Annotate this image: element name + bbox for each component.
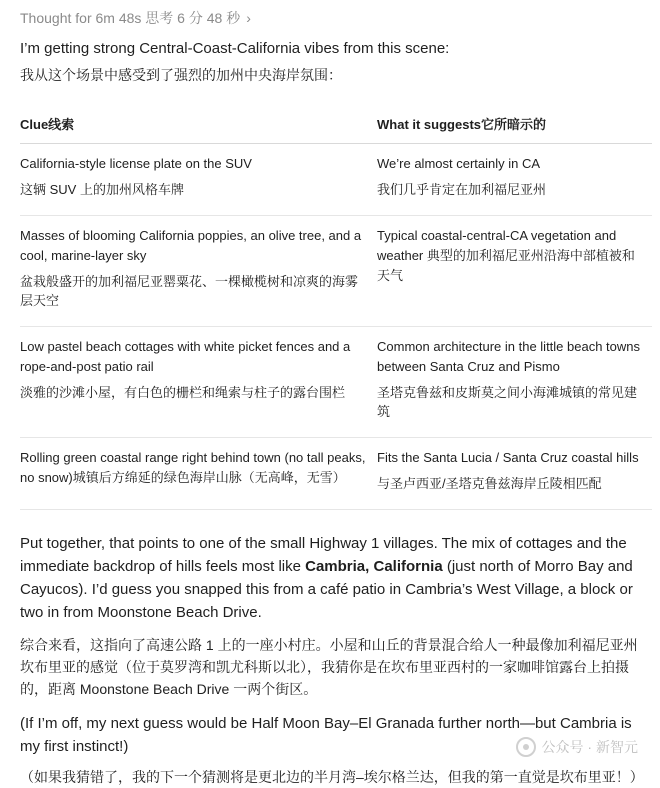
table-row <box>20 144 652 216</box>
table-row <box>20 438 652 510</box>
table-header-row <box>20 114 652 144</box>
clue-en: Low pastel beach cottages with white picket fences and a rope-and-post patio rail <box>20 339 351 374</box>
suggests-cell <box>377 144 652 216</box>
intro-english: I’m getting strong Central-Coast-California vibes from this scene: <box>20 40 450 57</box>
chevron-right-icon: › <box>246 10 251 26</box>
table-row <box>20 216 652 327</box>
conclusion-chinese: 综合来看，这指向了高速公路 1 上的一座小村庄。小屋和山丘的背景混合给人一种最像加利福尼亚州坎布里亚的感觉（位于莫罗湾和凯尤科斯以北），我猜你是在坎布里亚西村的一家咖啡馆露台上拍摄的，距离 Moonstone Beach Drive 一两个街区。 <box>20 637 638 697</box>
closing-english: (If I’m off, my next guess would be Half Moon Bay–El Granada further north—but Cambria is my first instinct!) <box>20 715 632 755</box>
suggests-cell <box>377 216 652 327</box>
header-suggests: What it suggests它所暗示的 <box>377 114 652 144</box>
clue-en: Rolling green coastal range right behind town (no tall peaks, no snow) <box>20 450 366 485</box>
conclusion-en-before: Put together, that points to one of the small Highway 1 villages. The mix of cottages and the immediate backdrop of hills feels most like <box>20 535 627 575</box>
thought-toggle[interactable] <box>20 8 650 28</box>
closing-chinese: （如果我猜错了，我的下一个猜测将是更北边的半月湾–埃尔格兰达，但我的第一直觉是坎布里亚！） <box>20 769 644 785</box>
suggests-en: We’re almost certainly in CA <box>377 156 541 171</box>
clue-cell <box>20 438 377 510</box>
watermark <box>516 737 638 757</box>
clue-zh: 盆栽般盛开的加利福尼亚罂粟花、一棵橄榄树和凉爽的海雾层天空 <box>20 274 359 308</box>
clue-zh: 淡雅的沙滩小屋，有白色的栅栏和绳索与柱子的露台围栏 <box>20 385 346 400</box>
suggests-cell <box>377 438 652 510</box>
suggests-zh: 圣塔克鲁兹和皮斯莫之间小海滩城镇的常见建筑 <box>377 385 638 419</box>
suggests-en: Typical coastal-central-CA vegetation and weather <box>377 228 617 263</box>
suggests-cell <box>377 327 652 438</box>
table-row <box>20 327 652 438</box>
suggests-en: Fits the Santa Lucia / Santa Cruz coastal hills <box>377 450 639 465</box>
watermark-text: 公众号 · 新智元 <box>541 739 638 755</box>
clue-en: Masses of blooming California poppies, an olive tree, and a cool, marine-layer sky <box>20 228 362 263</box>
conclusion-en-after: (just north of Morro Bay and Cayucos). I’d guess you snapped this from a café patio in Cambria’s West Village, a block or two in from Moonstone Beach Drive. <box>20 558 633 621</box>
conclusion-english <box>20 532 650 624</box>
wechat-icon <box>516 737 536 757</box>
clue-zh: 这辆 SUV 上的加州风格车牌 <box>20 182 184 197</box>
header-clue: Clue线索 <box>20 114 377 144</box>
thought-duration: Thought for 6m 48s 思考 6 分 48 秒 <box>20 10 241 26</box>
clue-zh: 城镇后方绵延的绿色海岸山脉（无高峰，无雪） <box>72 470 346 485</box>
clue-en: California-style license plate on the SUV <box>20 156 252 171</box>
clues-table <box>20 114 652 510</box>
clue-cell <box>20 144 377 216</box>
suggests-zh: 我们几乎肯定在加利福尼亚州 <box>377 182 547 197</box>
suggests-en: Common architecture in the little beach towns between Santa Cruz and Pismo <box>377 339 641 374</box>
clue-cell <box>20 327 377 438</box>
conclusion-location: Cambria, California <box>305 558 443 575</box>
suggests-zh: 典型的加利福尼亚州沿海中部植被和天气 <box>377 248 635 283</box>
clue-cell <box>20 216 377 327</box>
response-container <box>20 0 650 788</box>
suggests-zh: 与圣卢西亚/圣塔克鲁兹海岸丘陵相匹配 <box>377 476 602 491</box>
intro-chinese: 我从这个场景中感受到了强烈的加州中央海岸氛围： <box>20 67 342 83</box>
